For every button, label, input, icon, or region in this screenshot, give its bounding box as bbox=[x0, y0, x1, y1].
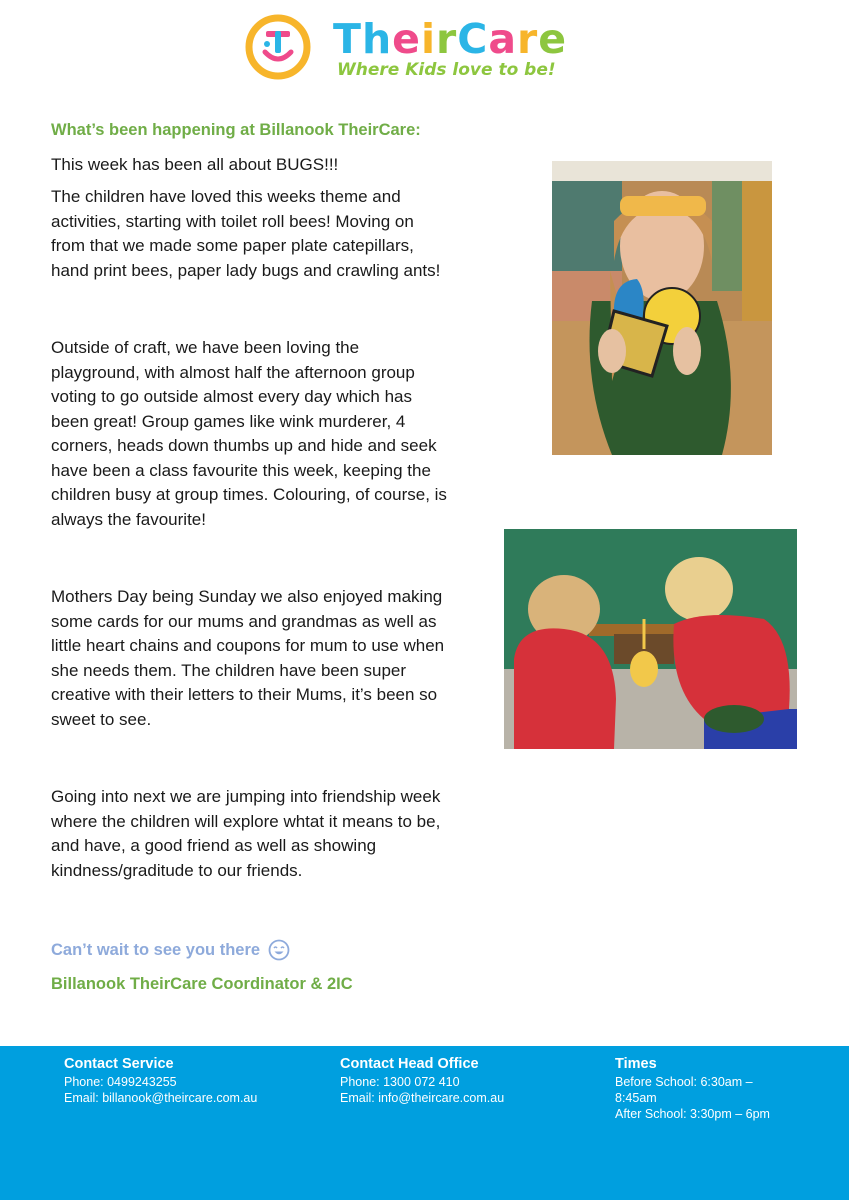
photo-girl-with-paper-bee bbox=[552, 161, 772, 455]
theircare-logo-icon bbox=[245, 14, 311, 80]
footer-head-office-phone[interactable]: Phone: 1300 072 410 bbox=[340, 1075, 460, 1089]
footer-times-before-school: Before School: 6:30am – bbox=[615, 1075, 753, 1089]
closing-signature: Billanook TheirCare Coordinator & 2IC bbox=[51, 975, 353, 993]
footer-head-office-email[interactable]: Email: info@theircare.com.au bbox=[340, 1091, 505, 1105]
article-paragraph: Going into next we are jumping into friendship week where the children will explore whtat it means to be, and have, a good friend as well as showing kindness/graditude to our friends. bbox=[51, 787, 441, 880]
smiley-icon bbox=[268, 939, 290, 961]
photo-girls-playing bbox=[504, 529, 797, 749]
theircare-logo bbox=[245, 14, 575, 84]
footer-service-email[interactable]: Email: billanook@theircare.com.au bbox=[64, 1091, 258, 1105]
closing-see-you bbox=[51, 938, 353, 962]
article-paragraph: Mothers Day being Sunday we also enjoyed making some cards for our mums and grandmas as well as little heart chains and coupons for mum to use when she needs them. The children have been super creative with their letters to their Mums, it’s been so sweet to see. bbox=[51, 587, 445, 729]
footer-times-before-school-cont: 8:45am bbox=[615, 1091, 657, 1105]
article-paragraph: The children have loved this weeks theme and activities, starting with toilet roll bees! Moving on from that we made some paper plate catepillars, hand print bees, paper lady bugs and crawling ants! bbox=[51, 187, 441, 280]
footer-times-after-school: After School: 3:30pm – 6pm bbox=[615, 1107, 770, 1121]
brand-tagline: Where Kids love to be! bbox=[337, 60, 556, 80]
footer-contact-service bbox=[64, 1054, 257, 1106]
footer-service-phone[interactable]: Phone: 0499243255 bbox=[64, 1075, 177, 1089]
closing-section bbox=[51, 938, 353, 996]
footer-service-title: Contact Service bbox=[64, 1056, 174, 1072]
brand-name: TheirCare bbox=[333, 15, 568, 63]
article-paragraph: Outside of craft, we have been loving the playground, with almost half the afternoon group voting to go outside almost every day which has been great! Group games like wink murderer, 4 corners, heads down thumbs up and hide and seek have been a class favourite this week, keeping the children busy at group times. Colouring, of course, is always the favourite! bbox=[51, 338, 447, 529]
article-body bbox=[51, 118, 451, 891]
see-you-text: Can’t wait to see you there bbox=[51, 941, 261, 959]
article-heading: What’s been happening at Billanook TheirCare: bbox=[51, 121, 421, 139]
footer-times-title: Times bbox=[615, 1056, 657, 1072]
footer bbox=[0, 1046, 849, 1200]
footer-times bbox=[615, 1054, 770, 1122]
footer-contact-head-office bbox=[340, 1054, 504, 1106]
footer-head-office-title: Contact Head Office bbox=[340, 1056, 479, 1072]
article-intro: This week has been all about BUGS!!! bbox=[51, 154, 339, 174]
